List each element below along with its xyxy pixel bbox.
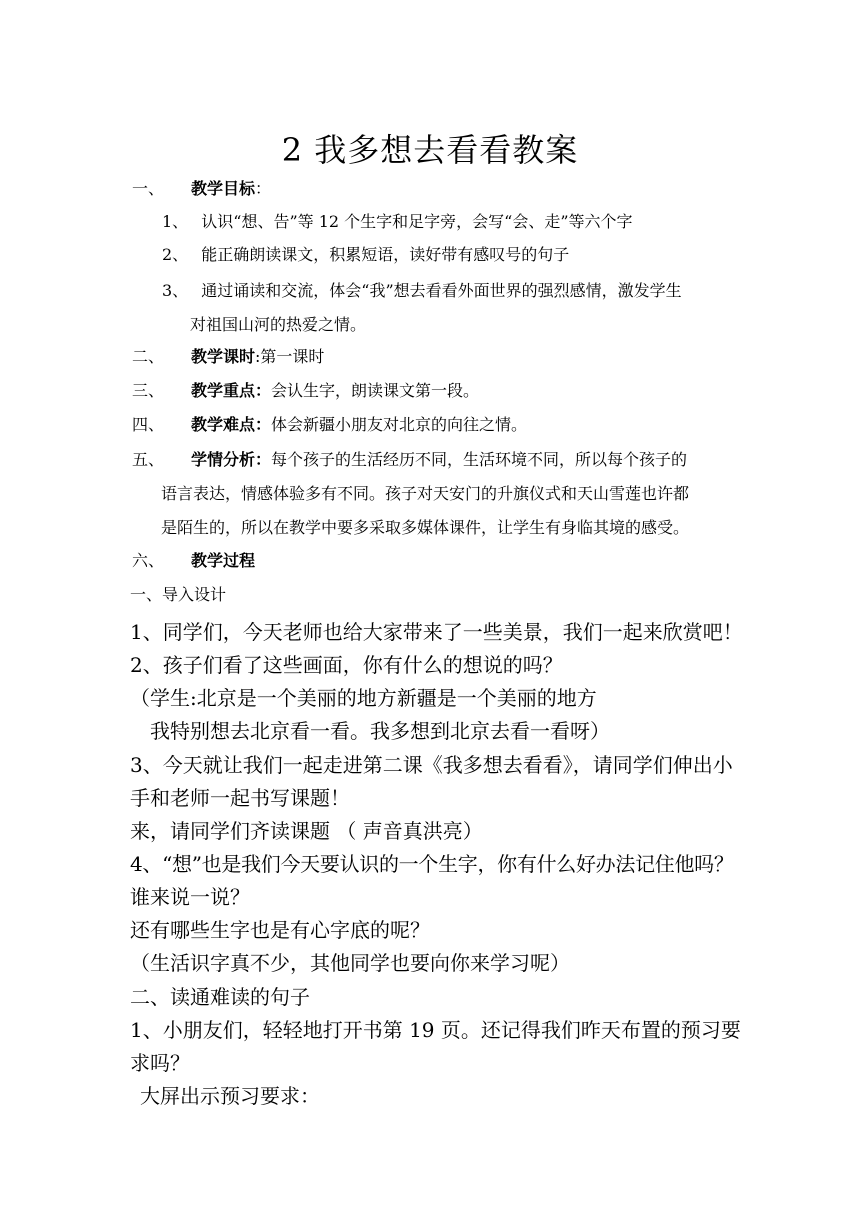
body-line-4: 我特别想去北京看一看。我多想到北京去看一看呀） [150,719,610,743]
analysis-line-3: 是陌生的，所以在教学中要多采取多媒体课件，让学生有身临其境的感受。 [161,518,690,537]
objectives-label: 教学目标 [191,179,256,198]
key-points-label: 教学重点： [191,381,272,400]
body-line-14: 求吗？ [130,1051,190,1075]
objective-item-3-continued: 对祖国山河的热爱之情。 [190,315,367,334]
objective-text: 认识“想、告”等 12 个生字和足字旁，会写“会、走”等六个字 [201,212,633,231]
objectives-suffix: ： [255,179,272,198]
body-line-11: （生活识字真不少，其他同学也要向你来学习呢） [130,951,570,975]
body-line-7: 来，请同学们齐读课题 （ 声音真洪亮） [130,819,483,843]
objective-number: 3、 [162,281,189,300]
body-line-2: 2、孩子们看了这些画面，你有什么的想说的吗？ [130,653,563,677]
body-line-12: 二、读通难读的句子 [130,985,310,1009]
subsection-heading: 一、导入设计 [130,585,227,604]
objectives-heading [191,178,271,200]
analysis-label: 学情分析： [191,450,272,469]
objective-number: 1、 [162,212,189,231]
difficulties-heading [191,414,527,436]
analysis-heading [191,449,687,471]
body-line-6: 手和老师一起书写课题！ [130,786,350,810]
section-number: 二、 [132,347,165,366]
body-line-8: 4、“想”也是我们今天要认识的一个生字，你有什么好办法记住他吗？ [130,852,734,876]
section-number: 六、 [132,551,165,570]
section-number: 四、 [132,415,165,434]
objective-item-3 [162,280,682,302]
section-number: 五、 [132,450,165,469]
body-line-9: 谁来说一说？ [130,885,250,909]
document-title: 2 我多想去看看教案 [281,131,579,169]
objective-item-2 [162,244,569,266]
lesson-time-heading [191,346,324,368]
objective-text: 通过诵读和交流，体会“我”想去看看外面世界的强烈感情，激发学生 [201,281,682,300]
section-number: 一、 [132,179,165,198]
difficulties-value: 体会新疆小朋友对北京的向往之情。 [271,415,528,434]
process-heading: 教学过程 [191,551,256,570]
analysis-line-1: 每个孩子的生活经历不同，生活环境不同，所以每个孩子的 [271,450,688,469]
body-line-1: 1、同学们，今天老师也给大家带来了一些美景，我们一起来欣赏吧！ [130,620,743,644]
difficulties-label: 教学难点： [191,415,272,434]
lesson-time-label: 教学课时 [191,347,256,366]
body-line-13: 1、小朋友们，轻轻地打开书第 19 页。还记得我们昨天布置的预习要 [130,1018,741,1042]
body-line-15: 大屏出示预习要求： [140,1084,320,1108]
body-line-3: （学生:北京是一个美丽的地方新疆是一个美丽的地方 [130,686,597,710]
objective-item-1 [162,211,633,233]
body-line-10: 还有哪些生字也是有心字底的呢？ [130,918,430,942]
lesson-time-value: :第一课时 [255,347,325,366]
analysis-line-2: 语言表达，情感体验多有不同。孩子对天安门的升旗仪式和天山雪莲也许都 [161,484,690,503]
objective-number: 2、 [162,245,189,264]
key-points-heading [191,380,479,402]
body-line-5: 3、今天就让我们一起走进第二课《我多想去看看》，请同学们伸出小 [130,753,733,777]
section-number: 三、 [132,381,165,400]
key-points-value: 会认生字，朗读课文第一段。 [271,381,480,400]
objective-text: 能正确朗读课文，积累短语，读好带有感叹号的句子 [201,245,570,264]
